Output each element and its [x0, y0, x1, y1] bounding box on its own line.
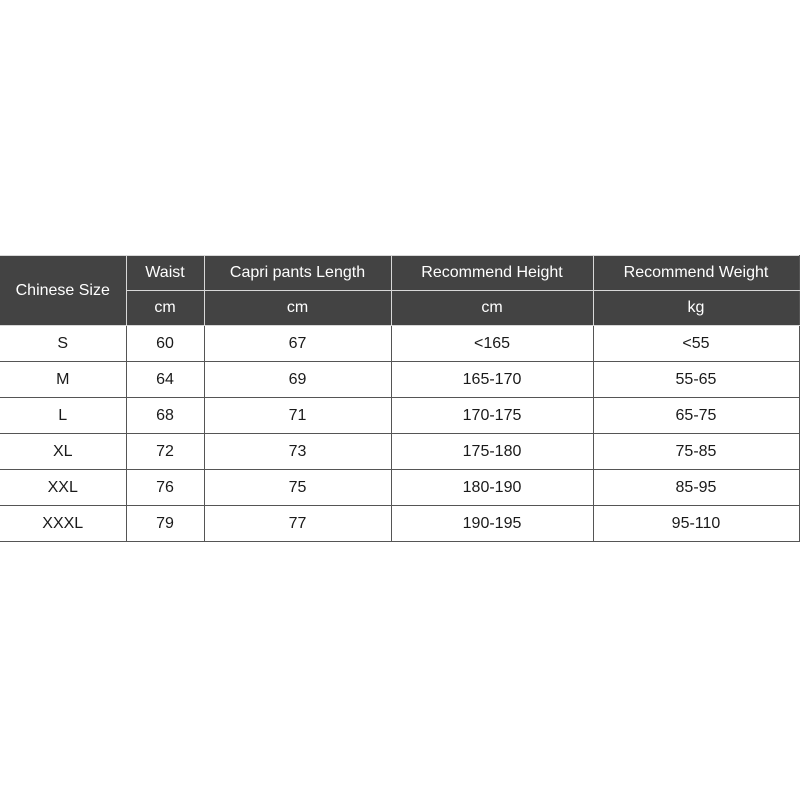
cell-weight: 55-65 — [593, 362, 799, 398]
cell-waist: 79 — [126, 506, 204, 542]
cell-height: 180-190 — [391, 470, 593, 506]
unit-recommend-weight: kg — [593, 291, 799, 326]
cell-length: 77 — [204, 506, 391, 542]
header-recommend-height: Recommend Height — [391, 256, 593, 291]
cell-waist: 76 — [126, 470, 204, 506]
cell-weight: 85-95 — [593, 470, 799, 506]
header-row — [0, 256, 799, 291]
cell-weight: 75-85 — [593, 434, 799, 470]
unit-capri-length: cm — [204, 291, 391, 326]
cell-waist: 64 — [126, 362, 204, 398]
cell-length: 75 — [204, 470, 391, 506]
cell-length: 71 — [204, 398, 391, 434]
cell-waist: 72 — [126, 434, 204, 470]
table-row — [0, 470, 799, 506]
cell-length: 69 — [204, 362, 391, 398]
cell-waist: 60 — [126, 326, 204, 362]
header-recommend-weight: Recommend Weight — [593, 256, 799, 291]
size-chart-table — [0, 255, 800, 542]
table-row — [0, 326, 799, 362]
cell-weight: 95-110 — [593, 506, 799, 542]
cell-length: 67 — [204, 326, 391, 362]
header-capri-length: Capri pants Length — [204, 256, 391, 291]
table-row — [0, 362, 799, 398]
cell-weight: 65-75 — [593, 398, 799, 434]
header-chinese-size: Chinese Size — [0, 256, 126, 326]
table-row — [0, 434, 799, 470]
cell-size: S — [0, 326, 126, 362]
table-row — [0, 506, 799, 542]
unit-recommend-height: cm — [391, 291, 593, 326]
unit-waist: cm — [126, 291, 204, 326]
cell-waist: 68 — [126, 398, 204, 434]
cell-height: <165 — [391, 326, 593, 362]
cell-size: M — [0, 362, 126, 398]
cell-size: XXL — [0, 470, 126, 506]
cell-height: 170-175 — [391, 398, 593, 434]
cell-size: XXXL — [0, 506, 126, 542]
cell-height: 190-195 — [391, 506, 593, 542]
cell-height: 175-180 — [391, 434, 593, 470]
cell-height: 165-170 — [391, 362, 593, 398]
table-row — [0, 398, 799, 434]
cell-size: XL — [0, 434, 126, 470]
cell-size: L — [0, 398, 126, 434]
cell-length: 73 — [204, 434, 391, 470]
header-waist: Waist — [126, 256, 204, 291]
cell-weight: <55 — [593, 326, 799, 362]
